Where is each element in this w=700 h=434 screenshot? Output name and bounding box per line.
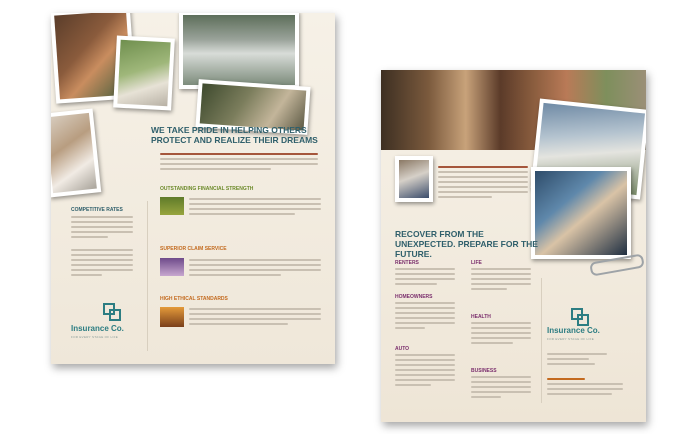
car-image [183, 15, 295, 85]
renters-text [395, 268, 455, 288]
flyer-front [51, 13, 335, 364]
feature-text-3 [189, 308, 321, 328]
section-life: LIFE [471, 260, 482, 266]
business-text [471, 376, 531, 401]
feature-thumb-3 [160, 307, 184, 327]
logo-square-4 [577, 314, 589, 326]
column-divider [541, 278, 542, 403]
flyer1-heading: WE TAKE PRIDE IN HELPING OTHERS PROTECT AND REALIZE THEIR DREAMS [151, 125, 318, 145]
section-health: HEALTH [471, 314, 491, 320]
street-image [200, 83, 307, 130]
agent-image [399, 160, 429, 198]
flyer1-brand: Insurance Co. [71, 324, 124, 333]
sidebar-title: COMPETITIVE RATES [71, 207, 123, 213]
life-text [471, 268, 531, 293]
photo-car [179, 13, 299, 89]
handshake-image [535, 171, 627, 255]
grandparent-image [117, 40, 170, 107]
flyer2-heading: RECOVER FROM THE UNEXPECTED. PREPARE FOR THE FUTURE. [395, 229, 538, 259]
feature-text-2 [189, 259, 321, 279]
contact-block [547, 353, 607, 368]
sidebar-divider [147, 201, 148, 351]
feature-title-1: OUTSTANDING FINANCIAL STRENGTH [160, 186, 254, 192]
feature-title-2: SUPERIOR CLAIM SERVICE [160, 246, 227, 252]
section-auto: AUTO [395, 346, 410, 352]
photo-senior [51, 109, 101, 198]
homeowners-text [395, 302, 455, 332]
sidebar-text-2 [71, 249, 133, 279]
feature-text-1 [189, 198, 321, 218]
auto-text [395, 354, 455, 389]
sidebar-text-1 [71, 216, 133, 241]
flyer-back [381, 70, 646, 422]
photo-handshake [531, 167, 631, 259]
flyer2-intro [438, 166, 528, 201]
flyer1-tagline: FOR EVERY STAGE OF LIFE [71, 335, 119, 339]
feature-title-3: HIGH ETHICAL STANDARDS [160, 296, 228, 302]
agent-block [547, 378, 623, 398]
photo-grandparent [113, 36, 175, 111]
photo-agent [395, 156, 433, 202]
section-renters: RENTERS [395, 260, 419, 266]
feature-thumb-2 [160, 258, 184, 276]
flyer1-intro [160, 153, 318, 173]
health-text [471, 322, 531, 347]
senior-image [51, 113, 97, 193]
logo-square-2 [109, 309, 121, 321]
section-business: BUSINESS [471, 368, 497, 374]
flyer2-tagline: FOR EVERY STAGE OF LIFE [547, 337, 595, 341]
section-homeowners: HOMEOWNERS [395, 294, 433, 300]
flyer2-brand: Insurance Co. [547, 326, 600, 335]
feature-thumb-1 [160, 197, 184, 215]
